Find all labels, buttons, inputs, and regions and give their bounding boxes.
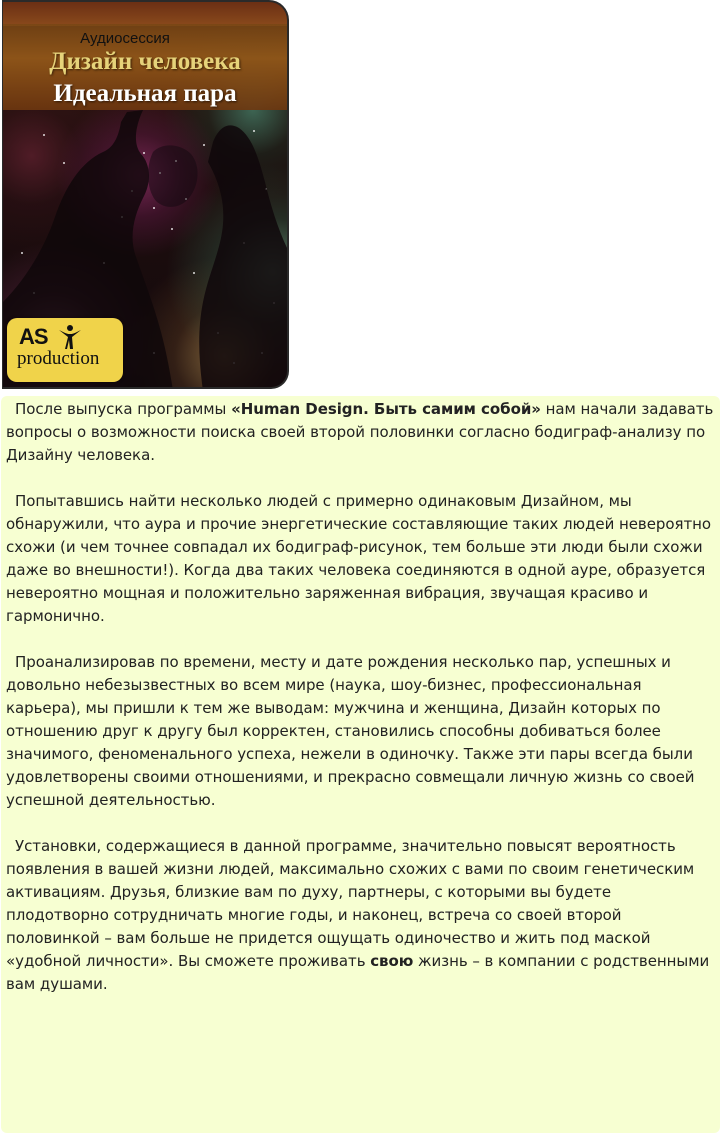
logo-text: production (17, 348, 100, 369)
emphasis-word: свою (370, 952, 414, 970)
album-cover (2, 0, 289, 389)
production-logo (7, 318, 123, 382)
article-panel (1, 396, 720, 1133)
article-paragraph-1: После выпуска программы «Human Design. Быть самим собой» нам начали задавать вопросы о возможности поиска своей второй половинки согласно бодиграф-анализу по Дизайну человека. (6, 400, 714, 464)
logo-figure-icon (57, 324, 83, 350)
logo-mark: AS (19, 324, 48, 349)
cover-title: Дизайн человека (49, 48, 241, 75)
cover-title-secondary: Идеальная пара (53, 80, 237, 107)
article-paragraph-3: Проанализировав по времени, месту и дате рождения несколько пар, успешных и довольно небезызвестных во всем мире (наука, шоу-бизнес, профессиональная карьера), мы пришли к тем же выводам: мужчина и женщина, Дизайн которых по отношению друг к другу был корректен, становились способны добиваться более значимого, феноменального успеха, нежели в одиночку. Также эти пары всегда были удовлетворены своими отношениями, и прекрасно совмещали личную жизнь со своей успешной деятельностью. (6, 653, 695, 809)
program-title: «Human Design. Быть самим собой» (231, 400, 541, 418)
article-paragraph-4: Установки, содержащиеся в данной программе, значительно повысят вероятность появления в вашей жизни людей, максимально схожих с вами по своим генетическим активациям. Друзья, близкие вам по духу, партнеры, с которыми вы будете плодотворно сотрудничать многие годы, и наконец, встреча со своей второй половинкой – вам больше не придется ощущать одиночество и жить под маской «удобной личности». Вы сможете проживать свою жизнь – в компании с родственными вам душами. (6, 837, 710, 993)
article-paragraph-2: Попытавшись найти несколько людей с примерно одинаковым Дизайном, мы обнаружили, что аура и прочие энергетические составляющие таких людей невероятно схожи (и чем точнее совпадал их бодиграф-рисунок, тем больше эти люди были схожи даже во внешности!). Когда два таких человека соединяются в одной ауре, образуется невероятно мощная и положительно заряженная вибрация, звучащая красиво и гармонично. (6, 492, 712, 625)
cover-subtitle: Аудиосессия (80, 30, 170, 47)
